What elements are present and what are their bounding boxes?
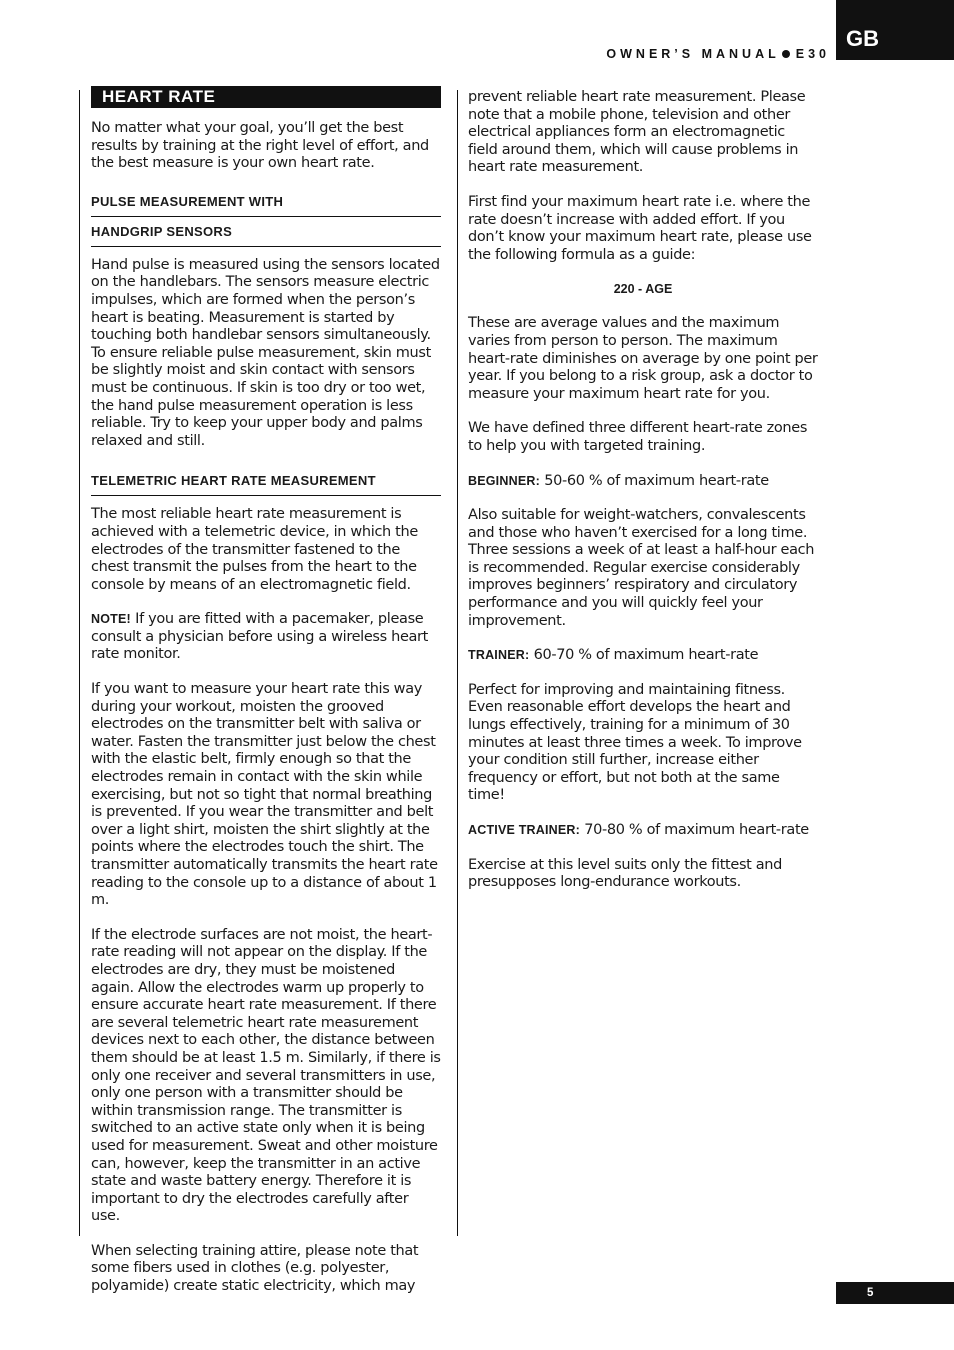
telemetric-heading: TELEMETRIC HEART RATE MEASUREMENT: [91, 467, 441, 496]
language-tab: GB: [836, 0, 954, 60]
manual-title: OWNER’S MANUAL: [606, 47, 780, 61]
beginner-label: BEGINNER:: [468, 473, 540, 488]
average-paragraph: These are average values and the maximum varies from person to person. The maximum heart-rate diminishes on average by one point per year. If you belong to a risk group, ask a doctor to measure your maximum heart rate for you.: [468, 315, 818, 402]
model-name: E30: [795, 47, 830, 61]
pulse-heading-line1: PULSE MEASUREMENT WITH: [91, 190, 441, 217]
electrode-paragraph: If the electrode surfaces are not moist, the heart-rate reading will not appear on the display. If the electrodes are dry, they must be moistened again. Allow the electrodes warm up properly to ensure accurate heart rate measurement. If there are several telemetric heart rate measurement devices next to each other, the distance between them should be at least 1.5 m. Similarly, if there is only one receiver and several transmitters in use, only one person with a transmitter should be within transmission range. The transmitter is switched to an active state only when it is being used for measurement. Sweat and other moisture can, however, keep the transmitter in an active state and waste battery energy. Therefore it is important to dry the electrodes carefully after use.: [91, 926, 441, 1225]
note-paragraph: [91, 611, 441, 664]
active-trainer-value: 70-80 % of maximum heart-rate: [580, 822, 809, 838]
trainer-paragraph: Perfect for improving and maintaining fitness. Even reasonable effort develops the heart and lungs effectively, training for a minimum of 30 minutes at least three times a week. To improve your condition still further, increase either frequency or effort, but not both at the same time!: [468, 681, 802, 804]
active-trainer-paragraph: Exercise at this level suits only the fittest and presupposes long-endurance workouts.: [468, 856, 782, 891]
running-header: [470, 47, 830, 61]
telemetric-paragraph: The most reliable heart rate measurement is achieved with a telemetric device, in which the electrodes of the transmitter fastened to the chest transmit the pulses from the heart to the console by means of an electromagnetic field.: [91, 506, 418, 593]
bullet-dot: [782, 50, 790, 58]
formula: 220 - AGE: [613, 282, 673, 297]
trainer-label: TRAINER:: [468, 648, 530, 663]
center-column-rule: [457, 90, 458, 1236]
beginner-value: 50-60 % of maximum heart-rate: [539, 472, 769, 489]
beginner-paragraph: Also suitable for weight-watchers, convalescents and those who haven’t exercised for a long time. Three sessions a week of at least a half-hour each is recommended. Regular exercise considerably improves beginners’ respiratory and circulatory performance and you will quickly feel your improvement.: [468, 507, 815, 629]
moisten-paragraph: If you want to measure your heart rate this way during your workout, moisten the grooved electrodes on the transmitter belt with saliva or water. Fasten the transmitter just below the chest with the elastic belt, firmly enough so that the electrodes remain in contact with the skin while exercising, but not so tight that normal breathing is prevented. If you wear the transmitter and belt over a light shirt, moisten the shirt slightly at the points where the electrodes touch the shirt. The transmitter automatically transmits the heart rate reading to the console up to a distance of about 1 m.: [91, 681, 438, 909]
max-heart-rate-paragraph: First find your maximum heart rate i.e. where the rate doesn’t increase with added effort. If you don’t know your maximum heart rate, please use the following formula as a guide:: [468, 193, 812, 263]
active-trainer-zone: [468, 822, 818, 840]
page-number: 5: [836, 1282, 954, 1304]
section-title: HEART RATE: [91, 86, 441, 108]
trainer-value: 60-70 % of maximum heart-rate: [529, 647, 759, 664]
pulse-heading-line2: HANDGRIP SENSORS: [91, 217, 441, 247]
intro-paragraph: No matter what your goal, you’ll get the best results by training at the right level of effort, and the best measure is your own heart rate.: [91, 120, 429, 172]
left-column-rule: [79, 90, 80, 1236]
active-trainer-label: ACTIVE TRAINER:: [468, 823, 581, 837]
right-column: [468, 89, 818, 909]
beginner-zone: [468, 473, 818, 491]
left-column: [91, 86, 441, 1313]
trainer-zone: [468, 647, 818, 665]
note-label: NOTE!: [91, 612, 131, 627]
zones-paragraph: We have defined three different heart-rate zones to help you with targeted training.: [468, 420, 808, 454]
attire-paragraph: When selecting training attire, please note that some fibers used in clothes (e.g. polyester, polyamide) create static electricity, which may: [91, 1242, 419, 1295]
note-text: If you are fitted with a pacemaker, please consult a physician before using a wireless heart rate monitor.: [91, 611, 428, 663]
pulse-paragraph: Hand pulse is measured using the sensors located on the handlebars. The sensors measure electric impulses, which are formed when the person’s heart is beating. Measurement is started by touching both handlebar sensors simultaneously. To ensure reliable pulse measurement, skin must be slightly moist and skin contact with sensors must be continuous. If skin is too dry or too wet, the hand pulse measurement operation is less reliable. Try to keep your upper body and palms relaxed and still.: [91, 256, 440, 449]
continued-paragraph: prevent reliable heart rate measurement. Please note that a mobile phone, television and other electrical appliances form an electromagnetic field around them, which will cause problems in heart rate measurement.: [468, 89, 806, 176]
